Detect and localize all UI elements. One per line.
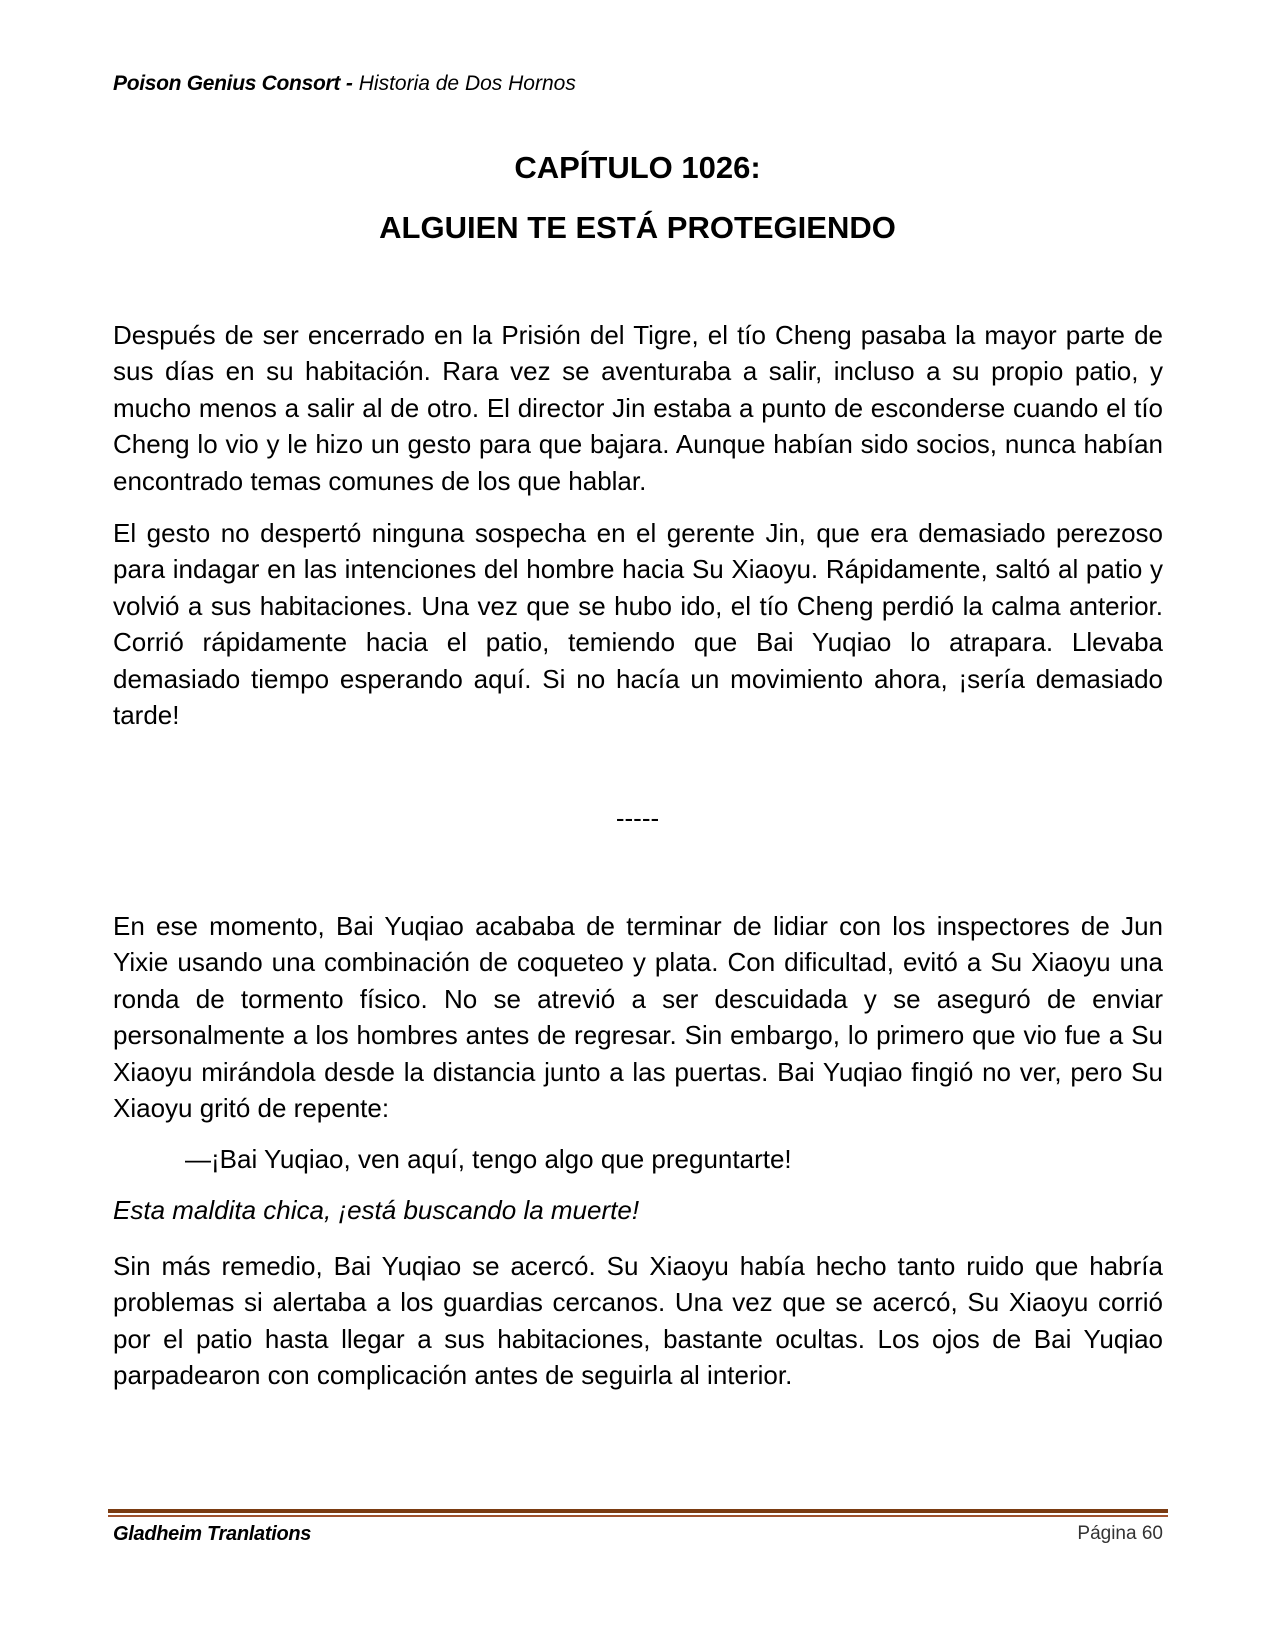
footer-rule	[108, 1509, 1168, 1513]
paragraph-2: El gesto no despertó ninguna sospecha en el gerente Jin, que era demasiado perezoso para indagar en las intenciones del hombre hacia Su Xiaoyu. Rápidamente, saltó al patio y volvió a sus habitaciones. Una vez que se hubo ido, el tío Cheng perdió la calma anterior. Corrió rápidamente hacia el patio, temiendo que Bai Yuqiao lo atrapara. Llevaba demasiado tiempo esperando aquí. Si no hacía un movimiento ahora, ¡sería demasiado tarde!	[113, 518, 1163, 731]
chapter-number: CAPÍTULO 1026:	[514, 150, 761, 185]
series-title: Poison Genius Consort	[113, 72, 341, 95]
paragraph-1: Después de ser encerrado en la Prisión del Tigre, el tío Cheng pasaba la mayor parte de sus días en su habitación. Rara vez se aventuraba a salir, incluso a su propio patio, y mucho menos a salir al de otro. El director Jin estaba a punto de esconderse cuando el tío Cheng lo vio y le hizo un gesto para que bajara. Aunque habían sido socios, nunca habían encontrado temas comunes de los que hablar.	[113, 320, 1163, 496]
paragraph-3: En ese momento, Bai Yuqiao acababa de terminar de lidiar con los inspectores de Jun Yixie usando una combinación de coqueteo y plata. Con dificultad, evitó a Su Xiaoyu una ronda de tormento físico. No se atrevió a ser descuidada y se aseguró de enviar personalmente a los hombres antes de regresar. Sin embargo, lo primero que vio fue a Su Xiaoyu mirándola desde la distancia junto a las puertas. Bai Yuqiao fingió no ver, pero Su Xiaoyu gritó de repente:	[113, 911, 1163, 1124]
chapter-title: ALGUIEN TE ESTÁ PROTEGIENDO	[379, 210, 896, 245]
footer-rule-thin	[108, 1515, 1168, 1517]
page-indicator	[1077, 1523, 1163, 1545]
page-label: Página	[1077, 1523, 1137, 1544]
page-number: 60	[1141, 1523, 1163, 1544]
thought-line: Esta maldita chica, ¡está buscando la muerte!	[113, 1195, 640, 1225]
running-header	[113, 72, 576, 96]
scene-separator: -----	[615, 803, 660, 833]
translator-credit: Gladheim Tranlations	[113, 1523, 312, 1545]
paragraph-4: Sin más remedio, Bai Yuqiao se acercó. Su Xiaoyu había hecho tanto ruido que habría problemas si alertaba a los guardias cercanos. Una vez que se acercó, Su Xiaoyu corrió por el patio hasta llegar a sus habitaciones, bastante ocultas. Los ojos de Bai Yuqiao parpadearon con complicación antes de seguirla al interior.	[113, 1251, 1163, 1391]
volume-title: Historia de Dos Hornos	[358, 72, 576, 95]
dialogue-line: —¡Bai Yuqiao, ven aquí, tengo algo que preguntarte!	[185, 1144, 792, 1174]
header-separator: -	[340, 72, 359, 95]
